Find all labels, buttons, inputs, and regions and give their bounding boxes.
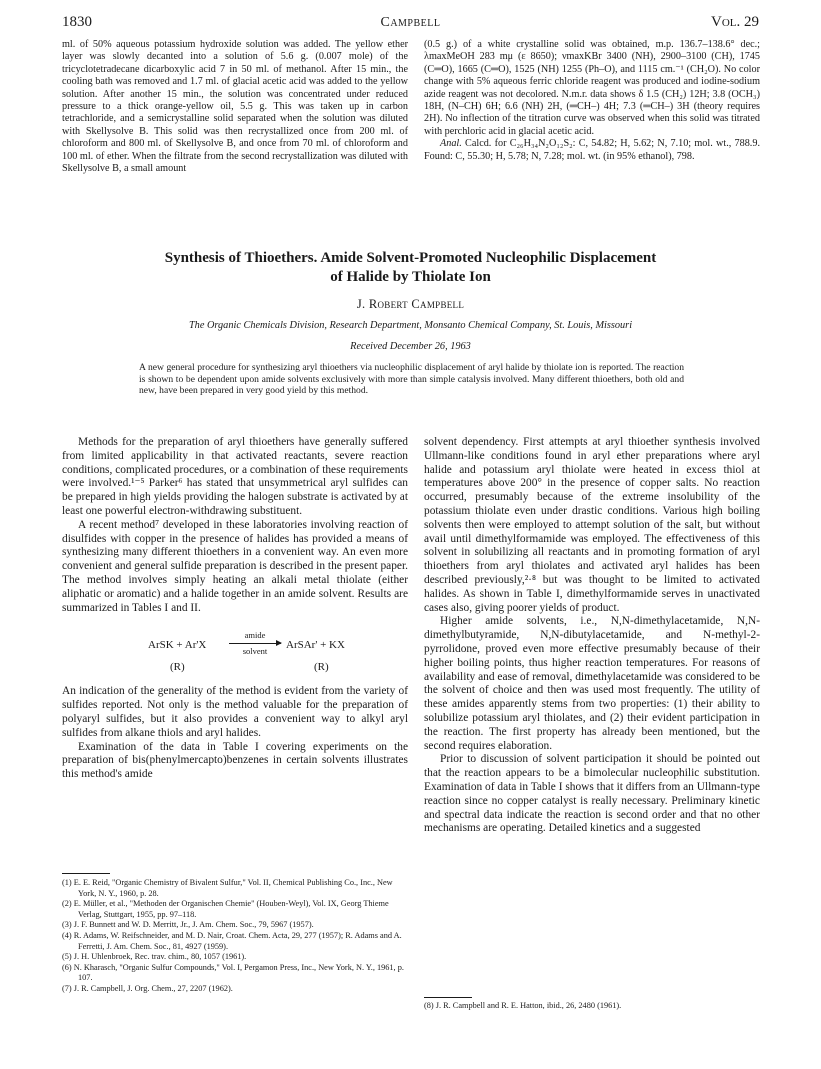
footnote: (2) E. Müller, et al., "Methoden der Organischen Chemie" (Houben-Weyl), Vol. IX, Georg Thieme Verlag, Stuttgart, 1955, pp. 97–118. bbox=[62, 899, 389, 919]
product-r-label: (R) bbox=[314, 661, 329, 674]
body-paragraph: Higher amide solvents, i.e., N,N-dimethylacetamide, N,N-dimethylbutyramide, N,N-dibutylacetamide, and N-methyl-2-pyrrolidone, proved even more effective presumably because of their higher boiling points, thus higher reaction temperatures. For reasons of availability and ease of removal, dimethylacetamide was considered to be the solvent of choice and then was used most frequently. The utility of these amides apparently stems from two properties: (1) their ability to solubilize potassium aryl thiolates, and (2) their evident participation in the reaction. The first property has already been mentioned, but the second requires elaboration. bbox=[424, 615, 760, 752]
previous-article-continuation: (0.5 g.) of a white crystalline solid was obtained, m.p. 136.7–138.6° dec.; λmaxMeOH 283 mμ (ε 8650); νmaxKBr 3400 (NH), 2900–3100 (CH), 1745 (C═O), 1665 (C═O), 1525 (NH) 1255 (Ph–O), and 1115 cm.⁻¹ (CH₂O). No color change with 5% aqueous ferric chloride reagent was produced and iodine-sodium azide reagent was not decolored. N.m.r. data shows δ 1.5 (CH₂) 12H; 3.8 (OCH₃) 18H, (N–CH) 6H; 6.6 (NH) 2H, (═CH–) 4H; 7.3 (═CH–) 3H (theory requires 2H). No inflection of the titration curve was observed when this solid was titrated with perchloric acid in glacial acetic acid. bbox=[424, 39, 760, 137]
title-line-2: of Halide by Thiolate Ion bbox=[330, 268, 491, 285]
article-title bbox=[62, 249, 759, 286]
title-line-1: Synthesis of Thioethers. Amide Solvent-Promoted Nucleophilic Displacement bbox=[164, 250, 657, 266]
body-paragraph: A recent method⁷ developed in these laboratories involving reaction of disulfides with copper in the presence of halides has provided a means of synthesizing many different thioethers in a convenient way. An even more convenient and general sulfide preparation is described in the present paper. The method involves simply heating an alkali metal thiolate (either aliphatic or aromatic) and a halide together in an amide solvent. Results are summarized in Tables I and II. bbox=[62, 518, 408, 614]
volume-label: Vol. 29 bbox=[711, 14, 759, 30]
running-title: Campbell bbox=[380, 15, 441, 30]
footnotes-right bbox=[424, 1001, 760, 1012]
footnote: (5) J. H. Uhlenbroek, Rec. trav. chim., 80, 1057 (1961). bbox=[62, 952, 247, 962]
footnote-rule bbox=[62, 873, 110, 874]
affiliation: The Organic Chemicals Division, Research Department, Monsanto Chemical Company, St. Louis, Missouri bbox=[188, 320, 633, 331]
footnote: (7) J. R. Campbell, J. Org. Chem., 27, 2207 (1962). bbox=[62, 983, 233, 993]
page-number: 1830 bbox=[62, 14, 92, 30]
abstract: A new general procedure for synthesizing aryl thioethers via nucleophilic displacement of aryl halide by thiolate ion is reported. The reaction is shown to be dependent upon amide solvents exclusively with more than simple catalysis involved. Many different thioethers, both old and new, have been prepared in very good yield by this method. bbox=[139, 362, 684, 397]
running-head bbox=[62, 14, 759, 36]
author: J. Robert Campbell bbox=[356, 297, 465, 311]
body-paragraph: solvent dependency. First attempts at aryl thioether synthesis involved Ullmann-like conditions found in aryl ether preparations where aryl halide and potassium aryl thiolate were heated in excess thiol at temperatures above 200° in the presence of copper salts. No reaction occurred, presumably because of the extreme insolubility of the potassium thiolate even under drastic conditions. Various high boiling solvents then were employed to attempt solution of the salt, but without avail until dimethylformamide was employed. The effectiveness of this solvent in solubilizing all reactants and in promoting formation of aryl thioethers from aryl thiolates and activated aryl halides has been described previously,²·⁸ but was thought to be limited to activated halides. As shown in Table I, dimethylformamide serves in unactivated cases also, giving poorer yields of product. bbox=[424, 436, 760, 614]
arrow-label-over: amide bbox=[244, 630, 266, 641]
body-left-column bbox=[62, 436, 408, 782]
footnote: (6) N. Kharasch, "Organic Sulfur Compounds," Vol. I, Pergamon Press, Inc., New York, N. Y., 1961, p. 107. bbox=[62, 962, 404, 983]
analysis-label: Anal. bbox=[440, 138, 462, 150]
footnote-rule bbox=[424, 997, 472, 998]
body-right-column bbox=[424, 436, 760, 836]
analysis-paragraph bbox=[424, 138, 760, 163]
reactants: ArSK + Ar'X bbox=[148, 639, 207, 652]
footnotes-left bbox=[62, 878, 408, 995]
body-paragraph: An indication of the generality of the method is evident from the variety of sulfides reported. Not only is the method valuable for the preparation of polyaryl sulfides, but it also provides a convenient way to alkyl aryl sulfides from alkane thiols and aryl halides. bbox=[62, 685, 408, 739]
reaction-arrow bbox=[229, 631, 281, 656]
analysis-text: Calcd. for C₂₆H₃₄N₂O₁₂S₂: C, 54.82; H, 5.62; N, 7.10; mol. wt., 788.9. Found: C, 55.30; H, 5.78; N, 7.28; mol. wt. (in 95% ethanol), 798. bbox=[424, 138, 760, 162]
arrow-line bbox=[229, 643, 281, 644]
received-date: Received December 26, 1963 bbox=[350, 341, 471, 352]
body-paragraph: Methods for the preparation of aryl thioethers have generally suffered from limited applicability in that activated reactants, severe reaction conditions, complicated procedures, or a combination of these requirements were involved.¹⁻⁵ Parker⁶ has stated that unsymmetrical aryl sulfides can be prepared in high yields providing the halogen substrate is activated by at least one powerful electron-withdrawing substituent. bbox=[62, 436, 408, 517]
arrow-label-under: solvent bbox=[242, 646, 268, 657]
footnote: (8) J. R. Campbell and R. E. Hatton, ibid., 26, 2480 (1961). bbox=[424, 1001, 622, 1010]
products: ArSAr' + KX bbox=[286, 639, 345, 652]
reactant-r-label: (R) bbox=[170, 661, 185, 674]
body-paragraph: Prior to discussion of solvent participation it should be pointed out that the reaction appears to be a bimolecular nucleophilic substitution. Examination of data in Table I shows that it differs from an Ullmann-type reaction since no copper catalyst is really necessary. Preliminary kinetic and spectral data indicate the reaction is second order and that no other mechanisms are operating. Detailed kinetics and a suggested bbox=[424, 753, 760, 835]
previous-article-left-column bbox=[62, 39, 408, 175]
previous-article-text: ml. of 50% aqueous potassium hydroxide solution was added. The yellow ether layer was slowly decanted into a solution of 5.6 g. (0.007 mole) of the tricyclotetradecane dicarboxylic acid 7 in 50 ml. of methanol. After 15 min., the cooling bath was removed and 1.7 ml. of glacial acetic acid was added to the yellow solution. After another 15 min., the solution was concentrated under reduced pressure to a thick orange-yellow oil, 5.5 g. This was taken up in carbon tetrachloride, and a semicrystalline solid separated when the solution was diluted with Skellysolve B. This solid was then recrystallized once from 200 ml. of chloroform and 800 ml. of Skellysolve B, and once from 70 ml. of chloroform and 100 ml. of ether. When the filtrate from the second recrystallization was diluted with Skellysolve B, a small amount bbox=[62, 39, 408, 175]
previous-article-right-column bbox=[424, 39, 760, 163]
footnote: (4) R. Adams, W. Reifschneider, and M. D. Nair, Croat. Chem. Acta, 29, 277 (1957); R. Adams and A. Ferretti, J. Am. Chem. Soc., 81, 4927 (1959). bbox=[62, 930, 402, 951]
reaction-scheme bbox=[62, 623, 408, 679]
body-paragraph: Examination of the data in Table I covering experiments on the preparation of bis(phenylmercapto)benzenes in certain solvents illustrates this method's amide bbox=[62, 740, 408, 781]
footnote: (1) E. E. Reid, "Organic Chemistry of Bivalent Sulfur," Vol. II, Chemical Publishing Co., Inc., New York, N. Y., 1960, p. 28. bbox=[62, 878, 393, 898]
footnote: (3) J. F. Bunnett and W. D. Merritt, Jr., J. Am. Chem. Soc., 79, 5967 (1957). bbox=[62, 920, 314, 930]
